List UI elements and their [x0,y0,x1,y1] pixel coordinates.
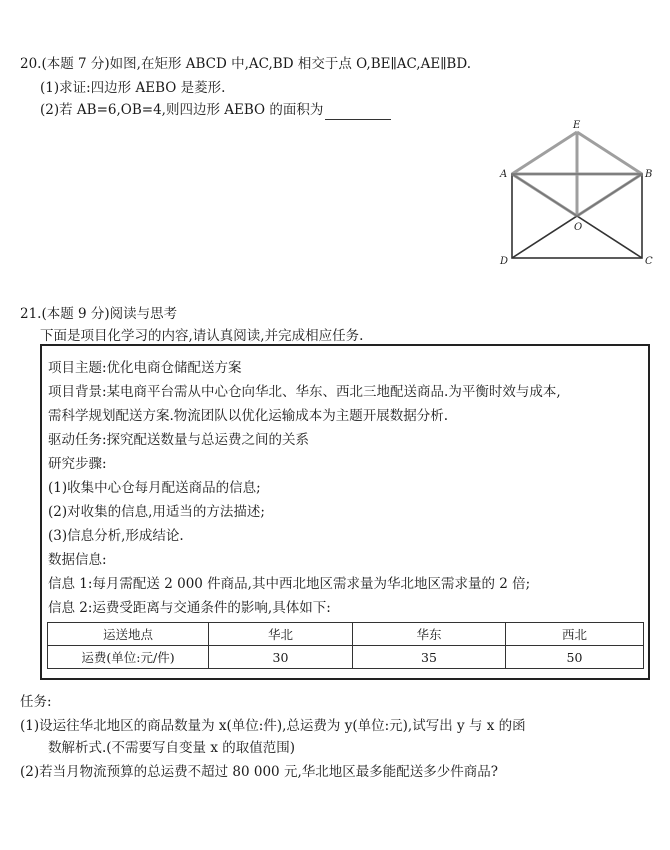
project-background-2: 需科学规划配送方案.物流团队以优化运输成本为主题开展数据分析. [48,408,449,424]
rectangle-figure [492,118,662,268]
segment-eb [577,132,642,174]
project-theme: 项目主题:优化电商仓储配送方案 [48,360,242,376]
data-title: 数据信息: [48,552,107,568]
segment-ae [512,132,577,174]
table-cell: 50 [506,646,644,669]
q20-part2-text: (2)若 AB=6,OB=4,则四边形 AEBO 的面积为 [40,102,324,118]
q20-part2 [40,100,391,120]
task-1a: (1)设运往华北地区的商品数量为 x(单位:件),总运费为 y(单位:元),试写出 y 与 x 的函 [20,718,526,734]
label-e: E [573,120,581,131]
step-2: (2)对收集的信息,用适当的方法描述; [48,504,265,520]
task-2: (2)若当月物流预算的总运费不超过 80 000 元,华北地区最多能配送多少件商品? [20,764,498,780]
table-header-row [48,623,644,646]
table-header-cell: 西北 [506,623,644,646]
q20-header: 20.(本题 7 分)如图,在矩形 ABCD 中,AC,BD 相交于点 O,BE∥AC,AE∥BD. [20,56,471,72]
table-header-cell: 华东 [353,623,506,646]
label-a: A [500,169,508,180]
table-cell: 30 [209,646,353,669]
project-background-1: 项目背景:某电商平台需从中心仓向华北、华东、西北三地配送商品.为平衡时效与成本, [48,384,561,400]
label-b: B [645,169,653,180]
label-d: D [500,256,509,267]
task-1b: 数解析式.(不需要写自变量 x 的取值范围) [48,740,296,756]
q20-part1: (1)求证:四边形 AEBO 是菱形. [40,80,226,96]
info-2: 信息 2:运费受距离与交通条件的影响,具体如下: [48,600,331,616]
label-c: C [645,256,653,267]
steps-title: 研究步骤: [48,456,107,472]
shipping-cost-table [47,622,644,669]
step-3: (3)信息分析,形成结论. [48,528,184,544]
q21-intro: 下面是项目化学习的内容,请认真阅读,并完成相应任务. [40,328,364,344]
project-box [40,344,650,680]
table-header-cell: 华北 [209,623,353,646]
q21-header: 21.(本题 9 分)阅读与思考 [20,306,178,322]
table-cell: 35 [353,646,506,669]
driving-task: 驱动任务:探究配送数量与总运费之间的关系 [48,432,310,448]
table-row [48,646,644,669]
segment-bo [577,174,642,216]
table-cell: 运费(单位:元/件) [48,646,209,669]
table-header-cell: 运送地点 [48,623,209,646]
tasks-title: 任务: [20,694,52,710]
segment-ao [512,174,577,216]
label-o: O [574,222,583,233]
step-1: (1)收集中心仓每月配送商品的信息; [48,480,261,496]
answer-blank [325,105,391,120]
info-1: 信息 1:每月需配送 2 000 件商品,其中西北地区需求量为华北地区需求量的 2 倍; [48,576,531,592]
